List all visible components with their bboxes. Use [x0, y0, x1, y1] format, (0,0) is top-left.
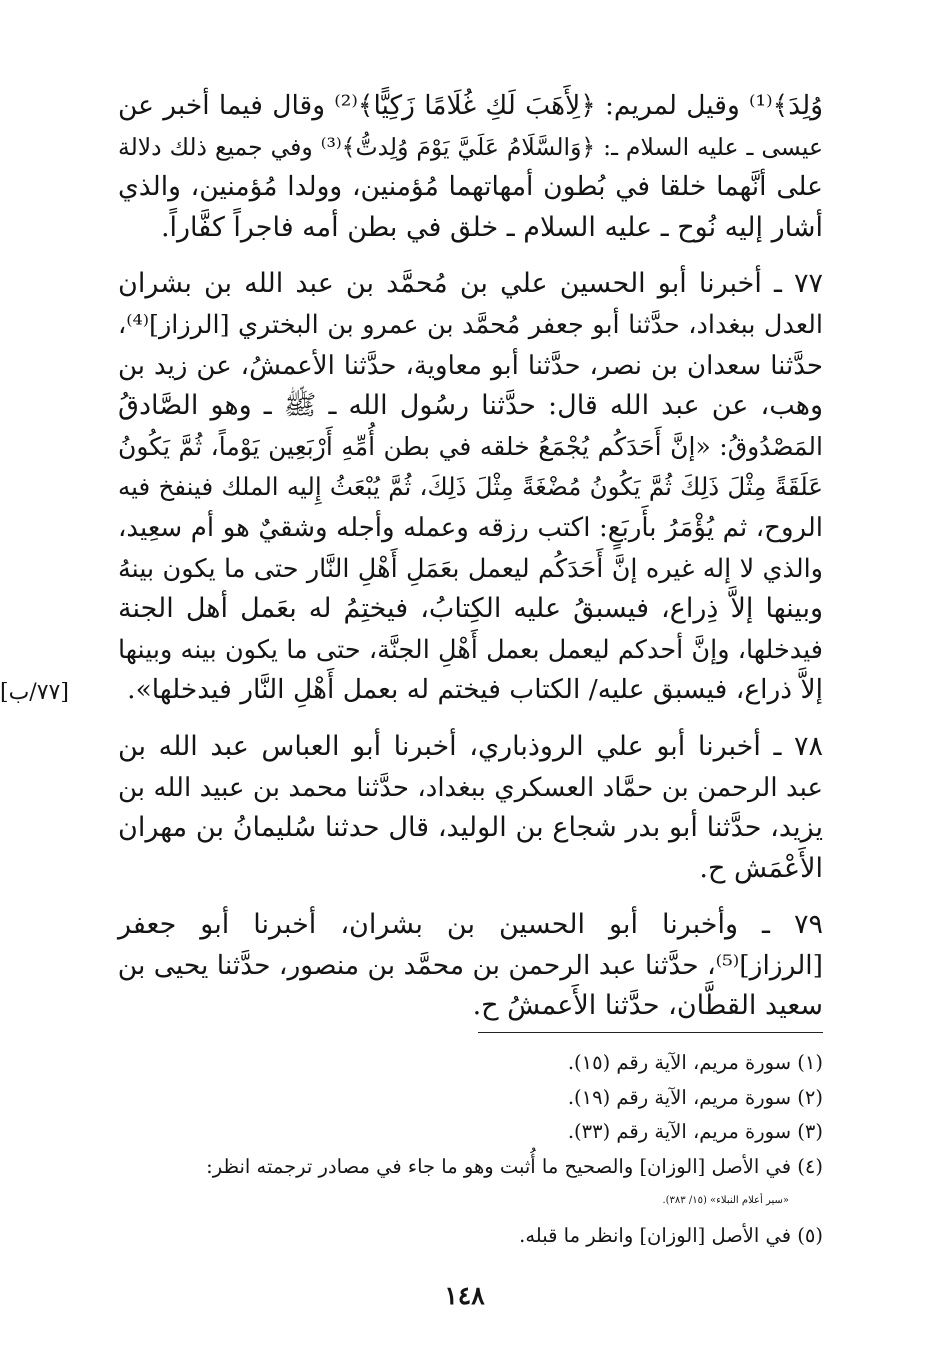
footnote: (٤) في الأصل [الوزان] والصحيح ما أُثبت وهو ما جاء في مصادر ترجمته انظر: [206, 1154, 823, 1178]
text-line: عيسى ـ عليه السلام ـ: ﴿وَالسَّلَامُ عَلَيَّ يَوْمَ وُلِدتُّ﴾⁽³⁾ وفي جميع ذلك دلالة [118, 132, 823, 161]
text-line: الأَعْمَش ح. [699, 852, 823, 884]
text-line: وُلِدَ﴾⁽¹⁾ وقيل لمريم: ﴿لِأَهَبَ لَكِ غُلَامًا زَكِيًّا﴾⁽²⁾ وقال فيما أخبر عن [118, 90, 823, 121]
text-line: ٧٩ ـ وأخبرنا أبو الحسين بن بشران، أخبرنا أبو جعفر [118, 909, 823, 941]
text-line: فيدخلها، وإنَّ أحدكم ليعمل بعمل أَهْلِ الجنَّة، حتى ما يكون بينه وبينها [118, 634, 823, 665]
footnote-divider [478, 1032, 823, 1033]
text-line: سعيد القطَّان، حدَّثنا الأَعمشُ ح. [472, 990, 823, 1022]
footnotes [113, 1046, 823, 1253]
footnote-continuation: «سير أعلام النبلاء» (١٥/ ٣٨٣). [662, 1195, 789, 1206]
text-line: والذي لا إله غيره إنَّ أَحَدَكُم ليعمل بعَمَلِ أَهْلِ النَّار حتى ما يكون بينهُ [118, 553, 823, 584]
text-line: عَلَقَةً مِثْلَ ذَلِكَ ثُمَّ يَكُونُ مُضْغَةً مِثْلَ ذَلِكَ، ثُمَّ يُبْعَثُ إِليه الملك فينفخ فيه [118, 472, 823, 502]
text-line: ٧٧ ـ أخبرنا أبو الحسين علي بن مُحمَّد بن عبد الله بن بشران [118, 268, 823, 300]
text-line: إلاَّ ذراع، فيسبق عليه/ الكتاب فيختم له بعمل أَهْلِ النَّار فيدخلها». [127, 674, 823, 706]
text-line: [الرزاز]⁽⁵⁾، حدَّثنا عبد الرحمن بن محمَّد بن منصور، حدَّثنا يحيى بن [117, 949, 823, 981]
footnote: (١) سورة مريم، الآية رقم (١٥). [567, 1051, 823, 1074]
main-text [118, 86, 823, 1027]
text-line: المَصْدُوقُ: «إنَّ أَحَدَكُم يُجْمَعُ خلقه في بطن أُمِّهِ أَرْبَعِين يَوْماً، ثُمَّ يَكُونُ [118, 431, 823, 461]
footnote: (٣) سورة مريم، الآية رقم (٣٣). [567, 1120, 823, 1143]
text-line: حدَّثنا سعدان بن نصر، حدَّثنا أبو معاوية، حدَّثنا الأعمشُ، عن زيد بن [118, 350, 823, 381]
text-line: على أنَّهما خلقا في بُطون أمهاتهما مُؤمنين، وولدا مُؤمنين، والذي [118, 171, 823, 203]
text-line: عبد الرحمن بن حمَّاد العسكري ببغداد، حدَّثنا محمد بن عبيد الله بن [118, 772, 823, 803]
footnote: (٢) سورة مريم، الآية رقم (١٩). [567, 1085, 823, 1109]
text-line: ٧٨ ـ أخبرنا أبو علي الروذباري، أخبرنا أبو العباس عبد الله بن [118, 730, 823, 762]
text-line: وبينها إلاَّ ذِراع، فيسبقُ عليه الكِتابُ، فيختِمُ له بعَمل أهل الجنة [118, 593, 823, 625]
text-line: الروح، ثم يُؤْمَرُ بأَربَعٍ: اكتب رزقه وعمله وأجله وشقيٌ هو أم سعِيد، [118, 512, 823, 543]
page-number: ١٤٨ [444, 1281, 485, 1310]
text-line: العدل ببغداد، حدَّثنا أبو جعفر مُحمَّد بن عمرو بن البختري [الرزاز]⁽⁴⁾، [118, 309, 823, 340]
text-line: وهب، عن عبد الله قال: حدَّثنا رسُول الله ـ ﷺ ـ وهو الصَّادقُ [118, 390, 823, 422]
margin-folio-note: [٧٧/ب] [0, 680, 69, 705]
footnote: (٥) في الأصل [الوزان] وانظر ما قبله. [519, 1223, 823, 1247]
text-line: يزيد، حدَّثنا أبو بدر شجاع بن الوليد، قال حدثنا سُليمانُ بن مهران [118, 812, 823, 844]
text-line: أشار إليه نُوح ـ عليه السلام ـ خلق في بطن أمه فاجراً كفَّاراً. [160, 211, 823, 243]
